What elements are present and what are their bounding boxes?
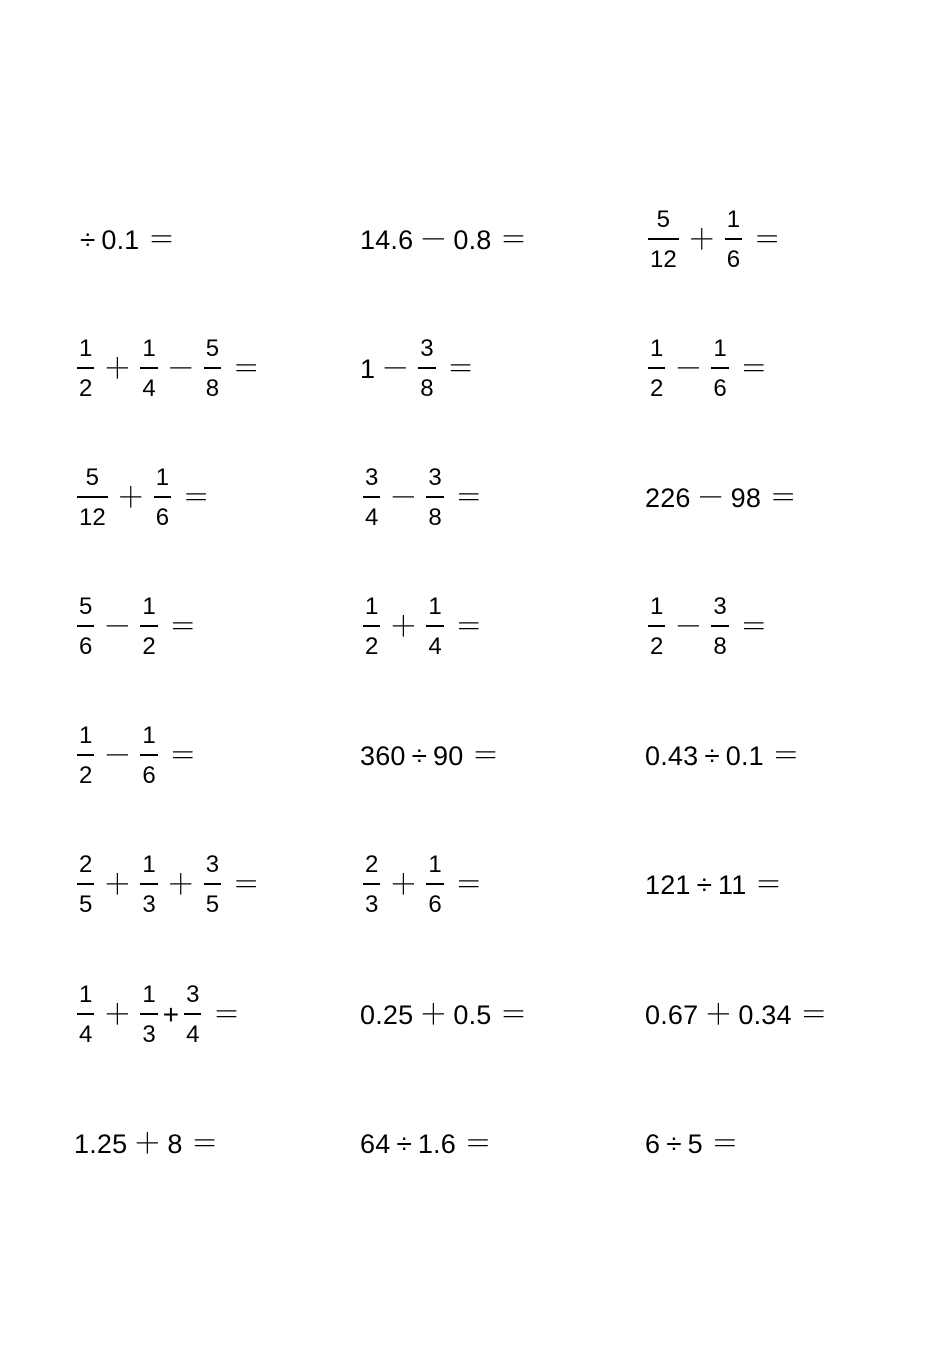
number: 11	[718, 869, 747, 900]
number: 0.8	[453, 224, 492, 255]
equals-sign: ＝	[454, 482, 483, 513]
fraction-denominator: 2	[142, 632, 156, 660]
equals-sign: ＝	[168, 740, 197, 771]
equals-sign: ＝	[147, 224, 176, 255]
fraction	[140, 337, 157, 400]
plus-sign: ＋	[704, 999, 733, 1030]
plus-sign: ＋	[103, 869, 132, 900]
number: 121	[645, 869, 691, 900]
fraction-numerator: 2	[365, 851, 379, 879]
fraction-numerator: 1	[428, 593, 442, 621]
minus-sign: －	[674, 353, 703, 384]
math-problem	[360, 200, 528, 280]
equals-sign: ＝	[212, 999, 241, 1030]
fraction-bar	[711, 367, 728, 368]
fraction-bar	[426, 496, 443, 497]
fraction-bar	[648, 367, 665, 368]
math-problem	[74, 975, 240, 1055]
number: 6	[645, 1128, 661, 1159]
plus-sign: ＋	[116, 482, 145, 513]
fraction-denominator: 12	[650, 245, 677, 273]
equals-sign: ＝	[771, 740, 800, 771]
fraction-bar	[725, 238, 742, 239]
fraction	[154, 466, 171, 529]
math-problem	[74, 716, 197, 796]
number: 1	[360, 353, 376, 384]
divide-sign: ÷	[666, 1128, 682, 1159]
fraction-bar	[648, 625, 665, 626]
fraction-numerator: 1	[142, 593, 156, 621]
fraction-numerator: 1	[142, 335, 156, 363]
number: 0.67	[645, 999, 699, 1030]
fraction-bar	[204, 883, 221, 884]
number: 14.6	[360, 224, 414, 255]
fraction-numerator: 1	[713, 335, 727, 363]
fraction-denominator: 3	[142, 890, 156, 918]
fraction-denominator: 5	[205, 890, 220, 918]
fraction-numerator: 1	[155, 464, 170, 492]
fraction	[77, 466, 108, 529]
fraction-denominator: 2	[650, 632, 664, 660]
fraction-numerator: 3	[713, 593, 727, 621]
fraction	[648, 208, 679, 271]
number: 8	[167, 1128, 183, 1159]
fraction-denominator: 5	[79, 890, 93, 918]
fraction	[418, 337, 435, 400]
fraction	[204, 337, 221, 400]
fraction-denominator: 2	[79, 374, 93, 402]
divide-sign: ÷	[704, 740, 720, 771]
fraction-numerator: 5	[79, 593, 93, 621]
fraction-denominator: 2	[365, 632, 379, 660]
minus-sign: －	[103, 611, 132, 642]
fraction-denominator: 4	[79, 1020, 93, 1048]
number: 360	[360, 740, 406, 771]
fraction-bar	[77, 367, 94, 368]
math-problem	[645, 1104, 739, 1184]
number: 5	[687, 1128, 703, 1159]
equals-sign: ＝	[499, 224, 528, 255]
number: 226	[645, 482, 691, 513]
number: 0.1	[101, 224, 140, 255]
fraction-bar	[363, 625, 380, 626]
math-problem	[74, 1104, 219, 1184]
fraction	[77, 853, 94, 916]
math-problem	[74, 845, 260, 925]
fraction	[426, 595, 443, 658]
fraction-denominator: 2	[79, 761, 93, 789]
fraction-bar	[77, 754, 94, 755]
plus-sign: ＋	[687, 224, 716, 255]
fraction-numerator: 1	[142, 851, 156, 879]
math-problem	[645, 200, 781, 280]
equals-sign: ＝	[463, 1128, 492, 1159]
minus-sign: －	[419, 224, 448, 255]
fraction-numerator: 1	[726, 206, 741, 234]
equals-sign: ＝	[190, 1128, 219, 1159]
fraction	[184, 983, 201, 1046]
minus-sign: －	[389, 482, 418, 513]
fraction-bar	[184, 1013, 201, 1014]
fraction-numerator: 3	[186, 981, 200, 1009]
fraction-numerator: 3	[365, 464, 379, 492]
fraction-denominator: 6	[713, 374, 727, 402]
fraction-numerator: 3	[428, 464, 442, 492]
fraction	[140, 595, 157, 658]
fraction-numerator: 5	[85, 464, 100, 492]
number: 0.43	[645, 740, 699, 771]
number: 1.25	[74, 1128, 128, 1159]
minus-sign: －	[166, 353, 195, 384]
minus-sign: －	[103, 740, 132, 771]
fraction-denominator: 6	[155, 503, 170, 531]
fraction-numerator: 1	[142, 722, 156, 750]
math-problem	[74, 458, 210, 538]
fraction-bar	[77, 1013, 94, 1014]
equals-sign: ＝	[710, 1128, 739, 1159]
math-problem	[360, 845, 483, 925]
fraction-bar	[140, 883, 157, 884]
fraction	[363, 595, 380, 658]
fraction-denominator: 6	[726, 245, 741, 273]
fraction-bar	[426, 883, 443, 884]
fraction	[140, 983, 157, 1046]
number: 0.1	[725, 740, 764, 771]
fraction-denominator: 12	[79, 503, 106, 531]
plus-sign: ＋	[133, 1128, 162, 1159]
equals-sign: ＝	[471, 740, 500, 771]
equals-sign: ＝	[168, 611, 197, 642]
fraction	[363, 853, 380, 916]
fraction	[711, 595, 728, 658]
fraction-numerator: 3	[205, 851, 220, 879]
fraction-bar	[77, 883, 94, 884]
fraction-numerator: 1	[79, 722, 93, 750]
equals-sign: ＝	[182, 482, 211, 513]
number: 98	[730, 482, 762, 513]
fraction	[140, 724, 157, 787]
math-problem	[645, 845, 782, 925]
minus-sign: －	[381, 353, 410, 384]
fraction-denominator: 2	[650, 374, 664, 402]
equals-sign: ＝	[232, 869, 261, 900]
number: 0.34	[738, 999, 792, 1030]
plus-sign: ＋	[419, 999, 448, 1030]
math-problem	[645, 975, 828, 1055]
divide-sign: ÷	[696, 869, 713, 900]
fraction-numerator: 1	[428, 851, 442, 879]
math-problem	[645, 458, 797, 538]
math-problem	[360, 587, 483, 667]
minus-sign: －	[696, 482, 725, 513]
equals-sign: ＝	[454, 869, 483, 900]
math-problem	[360, 716, 499, 796]
equals-sign: ＝	[739, 353, 768, 384]
fraction-bar	[418, 367, 435, 368]
fraction-denominator: 6	[142, 761, 156, 789]
equals-sign: ＝	[232, 353, 261, 384]
math-problem	[74, 329, 260, 409]
plus-sign: ＋	[166, 869, 195, 900]
number: 0.25	[360, 999, 414, 1030]
number: 64	[360, 1128, 391, 1159]
fraction-denominator: 4	[142, 374, 156, 402]
number: 1.6	[417, 1128, 456, 1159]
fraction	[77, 724, 94, 787]
fraction-denominator: 8	[713, 632, 727, 660]
equals-sign: ＝	[739, 611, 768, 642]
fraction-numerator: 1	[650, 593, 664, 621]
fraction-denominator: 3	[365, 890, 379, 918]
fraction	[204, 853, 221, 916]
divide-sign: ÷	[411, 740, 428, 771]
fraction-bar	[363, 496, 380, 497]
math-problem	[360, 458, 483, 538]
fraction	[648, 595, 665, 658]
fraction-denominator: 6	[428, 890, 442, 918]
math-problem	[74, 200, 176, 280]
divide-sign: ÷	[396, 1128, 412, 1159]
equals-sign: ＝	[753, 224, 782, 255]
equals-sign: ＝	[454, 611, 483, 642]
fraction	[711, 337, 728, 400]
math-problem	[360, 329, 475, 409]
minus-sign: －	[674, 611, 703, 642]
fraction-denominator: 8	[205, 374, 220, 402]
fraction-bar	[140, 367, 157, 368]
fraction	[77, 983, 94, 1046]
number: 0.5	[453, 999, 492, 1030]
fraction-denominator: 4	[186, 1020, 200, 1048]
fraction-denominator: 4	[365, 503, 379, 531]
fraction-bar	[77, 496, 108, 497]
plus-sign: ＋	[103, 353, 132, 384]
plus-sign: +	[162, 999, 180, 1030]
fraction-numerator: 3	[420, 335, 434, 363]
fraction-bar	[363, 883, 380, 884]
math-problem	[645, 329, 768, 409]
divide-sign: ÷	[80, 224, 96, 255]
fraction-bar	[426, 625, 443, 626]
fraction-denominator: 4	[428, 632, 442, 660]
fraction-bar	[711, 625, 728, 626]
fraction-numerator: 5	[656, 206, 671, 234]
fraction-bar	[154, 496, 171, 497]
fraction-bar	[648, 238, 679, 239]
math-problem	[74, 587, 197, 667]
plus-sign: ＋	[389, 869, 418, 900]
fraction	[725, 208, 742, 271]
fraction-numerator: 5	[205, 335, 220, 363]
fraction	[77, 337, 94, 400]
fraction	[363, 466, 380, 529]
fraction	[426, 466, 443, 529]
fraction-denominator: 8	[428, 503, 442, 531]
fraction	[648, 337, 665, 400]
fraction	[140, 853, 157, 916]
fraction-numerator: 1	[142, 981, 156, 1009]
fraction-bar	[140, 754, 157, 755]
plus-sign: ＋	[389, 611, 418, 642]
fraction-numerator: 1	[79, 981, 93, 1009]
fraction-bar	[140, 625, 157, 626]
fraction	[77, 595, 94, 658]
fraction-numerator: 1	[79, 335, 93, 363]
equals-sign: ＝	[446, 353, 475, 384]
fraction-bar	[77, 625, 94, 626]
math-problem	[645, 716, 800, 796]
fraction-numerator: 1	[365, 593, 379, 621]
math-problem	[360, 1104, 492, 1184]
fraction-denominator: 3	[142, 1020, 156, 1048]
fraction-numerator: 2	[79, 851, 93, 879]
number: 90	[433, 740, 464, 771]
math-problem	[645, 587, 768, 667]
fraction-denominator: 6	[79, 632, 93, 660]
fraction	[426, 853, 443, 916]
fraction-numerator: 1	[650, 335, 664, 363]
equals-sign: ＝	[769, 482, 798, 513]
plus-sign: ＋	[103, 999, 132, 1030]
math-problem	[360, 975, 528, 1055]
fraction-bar	[204, 367, 221, 368]
fraction-bar	[140, 1013, 157, 1014]
fraction-denominator: 8	[420, 374, 434, 402]
equals-sign: ＝	[499, 999, 528, 1030]
equals-sign: ＝	[799, 999, 828, 1030]
equals-sign: ＝	[754, 869, 783, 900]
